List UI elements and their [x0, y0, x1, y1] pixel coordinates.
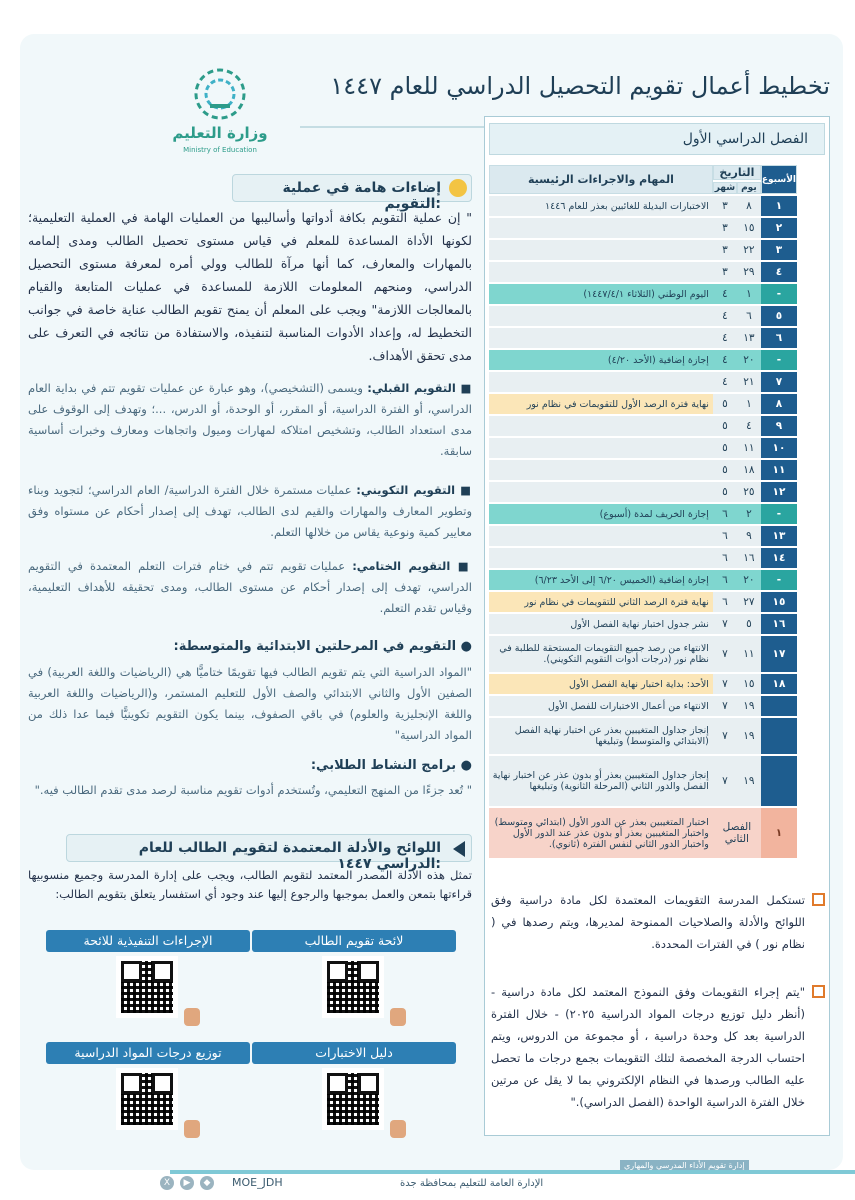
week-cell: ٨ [761, 394, 797, 414]
footer-line [170, 1170, 855, 1174]
month-cell: ٣ [713, 240, 737, 260]
task-cell: اختبار المتغيبين بعذر عن الدور الأول (ابتدائي ومتوسط) واختبار المتغيبين بعذر أو بدون عذر عند الدور الأول واختبار الدور الثاني لنفس الفترة (ثانوي). [489, 808, 713, 858]
schedule-row [489, 284, 797, 304]
day-cell: ١٩ [737, 756, 761, 806]
schedule-row [489, 808, 797, 858]
schedule-row [489, 570, 797, 590]
month-cell: ٦ [713, 570, 737, 590]
week-cell: ١٣ [761, 526, 797, 546]
week-cell: - [761, 504, 797, 524]
logo-english-text: Ministry of Education [183, 146, 257, 154]
task-cell: الأحد: بداية اختبار نهاية الفصل الأول [489, 674, 713, 694]
lightbulb-icon [449, 179, 467, 197]
logo-arabic-text: وزارة التعليم [172, 124, 268, 142]
task-header: المهام والاجراءات الرئيسية [489, 165, 713, 194]
qr-code-grades[interactable] [116, 1068, 178, 1130]
day-cell: ١١ [737, 636, 761, 672]
footer-org: الإدارة العامة للتعليم بمحافظة جدة [400, 1178, 544, 1189]
schedule-row [489, 504, 797, 524]
source-tag: إدارة تقويم الأداء المدرسي والمهاري [620, 1160, 749, 1170]
schedule-row [489, 218, 797, 238]
grades-distribution-link[interactable]: توزيع درجات المواد الدراسية [46, 1042, 250, 1064]
schedule-row [489, 196, 797, 216]
month-cell: ٤ [713, 372, 737, 392]
day-cell: ١٩ [737, 718, 761, 754]
task-cell: نهاية فترة الرصد الثاني للتقويمات في نظام نور [489, 592, 713, 612]
week-cell: ٤ [761, 262, 797, 282]
day-cell: الفصل الثاني [713, 808, 761, 858]
day-cell: ٢١ [737, 372, 761, 392]
activity-title: ● برامج النشاط الطلابي: [310, 758, 472, 773]
month-cell: ٧ [713, 718, 737, 754]
page-card [20, 34, 843, 1170]
schedule-row [489, 482, 797, 502]
schedule-row [489, 460, 797, 480]
task-cell: إجازة الخريف لمدة (أسبوع) [489, 504, 713, 524]
note-2: "يتم إجراء التقويمات وفق النموذج المعتمد لكل مادة دراسية - (أنظر دليل توزيع درجات المواد الدراسية ٢٠٢٥) - خلال الفترة الدراسية بعد كل وحدة دراسية ، أو مجموعة من الدروس، ويتم احتساب الدرجة المخصصة لتلك التقويمات بجمع درجات ما تحصل عليه الطالب ورصدها في النظام الإلكتروني بما لا يقل عن مرتين خلال الفترة الدراسية الواحدة (الفصل الدراسي)." [491, 981, 825, 1113]
week-cell: ٥ [761, 306, 797, 326]
task-cell: إنجاز جداول المتغيبين بعذر عن اختبار نهاية الفصل (الابتدائي والمتوسط) وتبليغها [489, 718, 713, 754]
month-header: شهر [714, 183, 736, 193]
day-cell: ٢٠ [737, 570, 761, 590]
schedule-row [489, 240, 797, 260]
week-cell: ١١ [761, 460, 797, 480]
month-cell: ٦ [713, 548, 737, 568]
task-cell: إجازة إضافية (الأحد ٤/٢٠) [489, 350, 713, 370]
task-cell [489, 262, 713, 282]
month-cell: ٥ [713, 416, 737, 436]
day-cell: ٨ [737, 196, 761, 216]
schedule-row [489, 636, 797, 672]
day-cell: ٩ [737, 526, 761, 546]
task-cell [489, 372, 713, 392]
week-cell: - [761, 570, 797, 590]
schedule-table [489, 163, 797, 860]
month-cell: ٤ [713, 328, 737, 348]
pre-assessment: ■ التقويم القبلي: ويسمى (التشخيصي)، وهو عبارة عن عمليات تقويم تتم في بداية العام الدراسي، أو الفترة الدراسية، أو المقرر، أو الوحدة، أو الدرس، ...؛ وتهدف إلى الوقوف على مدى استعداد الطالب، وتشخيص امتلاكه لمهارات وميول واتجاهات ومعارف وخبرات أساسية سابقة. [28, 381, 473, 458]
schedule-row [489, 416, 797, 436]
task-cell: نهاية فترة الرصد الأول للتقويمات في نظام نور [489, 394, 713, 414]
formative-assessment: ■ التقويم التكويني: عمليات مستمرة خلال الفترة الدراسية/ العام الدراسي؛ لتجويد وبناء وتطوير المعارف والمهارات والقيم لدى الطالب، تهدف إلى إصدار أحكام عن مستواه وفق معايير كمية ونوعية يقاس من خلالها التعلم. [28, 483, 473, 539]
arrow-icon [453, 841, 465, 857]
student-assessment-regulation-link[interactable]: لائحة تقويم الطالب [252, 930, 456, 952]
ministry-logo [170, 64, 270, 156]
day-cell: ٦ [737, 306, 761, 326]
task-cell: الانتهاء من رصد جميع التقويمات المستحقة للطلبة في نظام نور (درجات أدوات التقويم التكويني). [489, 636, 713, 672]
day-header: يوم [737, 182, 761, 194]
note-1: تستكمل المدرسة التقويمات المعتمدة لكل مادة دراسية وفق اللوائح والأدلة والصلاحيات الممنوحة لمديرها، ويتم رصدها في ( نظام نور ) في الفترات المحددة. [491, 889, 825, 955]
tap-hand-icon [390, 1008, 406, 1026]
week-cell: ١٨ [761, 674, 797, 694]
social-handle: MOE_JDH [232, 1176, 283, 1189]
month-cell: ٦ [713, 592, 737, 612]
activity-text: " تُعد جزءًا من المنهج التعليمي، وتُستخدم أدوات تقويم مناسبة لرصد مدى تقدم الطالب فيه." [34, 783, 472, 797]
qr-code-exams[interactable] [322, 1068, 384, 1130]
tap-hand-icon [184, 1008, 200, 1026]
semester-schedule [484, 116, 830, 1136]
day-cell: ٢٩ [737, 262, 761, 282]
page-title: تخطيط أعمال تقويم التحصيل الدراسي للعام ١٤٤٧ [330, 72, 830, 100]
day-cell: ١٨ [737, 460, 761, 480]
day-cell: ٢ [737, 504, 761, 524]
schedule-row [489, 592, 797, 612]
task-cell [489, 416, 713, 436]
day-cell: ٢٢ [737, 240, 761, 260]
month-cell: ٧ [713, 614, 737, 634]
month-cell: ٧ [713, 674, 737, 694]
task-cell [489, 460, 713, 480]
day-cell: ١ [737, 394, 761, 414]
footer-bar [20, 1170, 843, 1200]
schedule-row [489, 548, 797, 568]
schedule-row [489, 718, 797, 754]
month-cell: ٣ [713, 218, 737, 238]
schedule-row [489, 328, 797, 348]
month-cell: ٦ [713, 526, 737, 546]
schedule-row [489, 756, 797, 806]
day-cell: ١٣ [737, 328, 761, 348]
task-cell [489, 526, 713, 546]
tap-hand-icon [390, 1120, 406, 1138]
schedule-row [489, 372, 797, 392]
task-cell [489, 548, 713, 568]
insights-intro: " إن عملية التقويم بكافة أدواتها وأساليبها من العمليات الهامة في العملية التعليمية؛ لكونها الأداة المساعدة للمعلم في قياس مستوى تحصيل الطالب ومدى إلمامه بالمهارات والمعارف، كما أنها مرآة للطالب وولي أمره لمعرفة مستوى التحصيل الدراسي، ومنحهم المعلومات اللازمة للمساعدة في عمليات المتابعة والقيام بالمعالجات اللازمة" ويجب على المعلم أن يمنح تقويم الطالب عناية خاصة في جوانب التخطيط له، وإعداد الأدوات المناسبة لتنفيذه، والاستفادة من نتائجه في التعرف على مدى تحقق الأهداف. [28, 210, 472, 363]
month-cell: ٥ [713, 460, 737, 480]
week-cell [761, 756, 797, 806]
task-cell: نشر جدول اختبار نهاية الفصل الأول [489, 614, 713, 634]
schedule-row [489, 394, 797, 414]
day-cell: ١٩ [737, 696, 761, 716]
schedule-row [489, 350, 797, 370]
day-cell: ١٥ [737, 218, 761, 238]
schedule-row [489, 614, 797, 634]
insights-heading: إضاءات هامة في عملية التقويم: [232, 174, 472, 202]
schedule-row [489, 526, 797, 546]
regulations-heading: اللوائح والأدلة المعتمدة لتقويم الطالب للعام الدراسي ١٤٤٧: [66, 834, 472, 862]
week-header: الأسبوع [761, 165, 797, 194]
logo-mark-icon [188, 64, 252, 120]
task-cell: اليوم الوطني (الثلاثاء ١٤٤٧/٤/١) [489, 284, 713, 304]
date-header: التاريخ [713, 165, 761, 180]
week-cell: ١ [761, 196, 797, 216]
exams-guide-link[interactable]: دليل الاختبارات [252, 1042, 456, 1064]
week-cell [761, 696, 797, 716]
semester-title: الفصل الدراسي الأول [489, 123, 825, 155]
task-cell [489, 482, 713, 502]
task-cell [489, 218, 713, 238]
snapchat-icon[interactable]: ◆ [200, 1176, 214, 1190]
week-cell: ١٥ [761, 592, 797, 612]
task-cell [489, 328, 713, 348]
task-cell: الانتهاء من أعمال الاختبارات للفصل الأول [489, 696, 713, 716]
month-cell: ٤ [713, 350, 737, 370]
qr-code-procedures[interactable] [116, 956, 178, 1018]
month-cell: ٥ [713, 482, 737, 502]
week-cell [761, 718, 797, 754]
x-icon[interactable]: X [160, 1176, 174, 1190]
week-cell: ٣ [761, 240, 797, 260]
youtube-icon[interactable]: ▶ [180, 1176, 194, 1190]
day-cell: ٤ [737, 416, 761, 436]
task-cell: الاختبارات البديلة للغائبين بعذر للعام ١٤٤٦ [489, 196, 713, 216]
day-cell: ١ [737, 284, 761, 304]
stages-text: "المواد الدراسية التي يتم تقويم الطالب فيها تقويمًا ختاميًّا هي (الرياضيات واللغة العربية) في الصفين الأول والثاني الابتدائي والصف الأول للتعليم المستمر، و(الرياضيات واللغة العربية واللغة الإنجليزية والعلوم) في باقي الصفوف، بينما يكون التقويم تكوينيًّا فيما عدا ذلك من المواد الدراسية" [28, 665, 472, 742]
checkbox-icon [812, 985, 825, 998]
month-cell: ٤ [713, 306, 737, 326]
schedule-row [489, 438, 797, 458]
task-cell [489, 306, 713, 326]
executive-procedures-link[interactable]: الإجراءات التنفيذية للائحة [46, 930, 250, 952]
month-cell: ٧ [713, 696, 737, 716]
week-cell: ٦ [761, 328, 797, 348]
week-cell: ٩ [761, 416, 797, 436]
schedule-row [489, 696, 797, 716]
week-cell: - [761, 284, 797, 304]
week-cell: - [761, 350, 797, 370]
day-cell: ١١ [737, 438, 761, 458]
month-cell: ٥ [713, 438, 737, 458]
day-cell: ٢٠ [737, 350, 761, 370]
month-cell: ٧ [713, 636, 737, 672]
schedule-row [489, 306, 797, 326]
week-cell: ٢ [761, 218, 797, 238]
qr-code-regulation[interactable] [322, 956, 384, 1018]
schedule-row [489, 262, 797, 282]
day-cell: ١٦ [737, 548, 761, 568]
day-cell: ٢٥ [737, 482, 761, 502]
day-cell: ١٥ [737, 674, 761, 694]
month-cell: ٣ [713, 196, 737, 216]
schedule-row [489, 674, 797, 694]
task-cell [489, 240, 713, 260]
task-cell: إنجاز جداول المتغيبين بعذر أو بدون عذر عن اختبار نهاية الفصل والدور الثاني (المرحلة الثانوية) وتبليغها [489, 756, 713, 806]
checkbox-icon [812, 893, 825, 906]
stages-title: ● التقويم في المرحلتين الابتدائية والمتوسطة: [173, 639, 472, 654]
month-cell: ٥ [713, 394, 737, 414]
week-cell: ١٤ [761, 548, 797, 568]
week-cell: ١٧ [761, 636, 797, 672]
tap-hand-icon [184, 1120, 200, 1138]
month-cell: ٣ [713, 262, 737, 282]
week-cell: ١ [761, 808, 797, 858]
month-cell: ٧ [713, 756, 737, 806]
task-cell: إجازة إضافية (الخميس ٦/٢٠ إلى الأحد ٦/٢٣) [489, 570, 713, 590]
final-assessment: ■ التقويم الختامي: عمليات تقويم تتم في ختام فترات التعلم المعتمدة في التقويم الدراسي، تهدف إلى إصدار أحكام عن مستوى الطالب، ومدى تحقيقه للأهداف التعليمية، وقياس تقدم التعلم. [28, 559, 472, 615]
week-cell: ١٦ [761, 614, 797, 634]
week-cell: ٧ [761, 372, 797, 392]
month-cell: ٤ [713, 284, 737, 304]
regulations-text: تمثل هذه الأدلة المصدر المعتمد لتقويم الطالب، ويجب على إدارة المدرسة وجميع منسوبيها قراءتها بتمعن والعمل بموجبها والرجوع إليها عند وجود أي استفسار يتعلق بتقويم الطالب: [28, 868, 472, 901]
day-cell: ٥ [737, 614, 761, 634]
week-cell: ١٢ [761, 482, 797, 502]
week-cell: ١٠ [761, 438, 797, 458]
task-cell [489, 438, 713, 458]
day-cell: ٢٧ [737, 592, 761, 612]
month-cell: ٦ [713, 504, 737, 524]
